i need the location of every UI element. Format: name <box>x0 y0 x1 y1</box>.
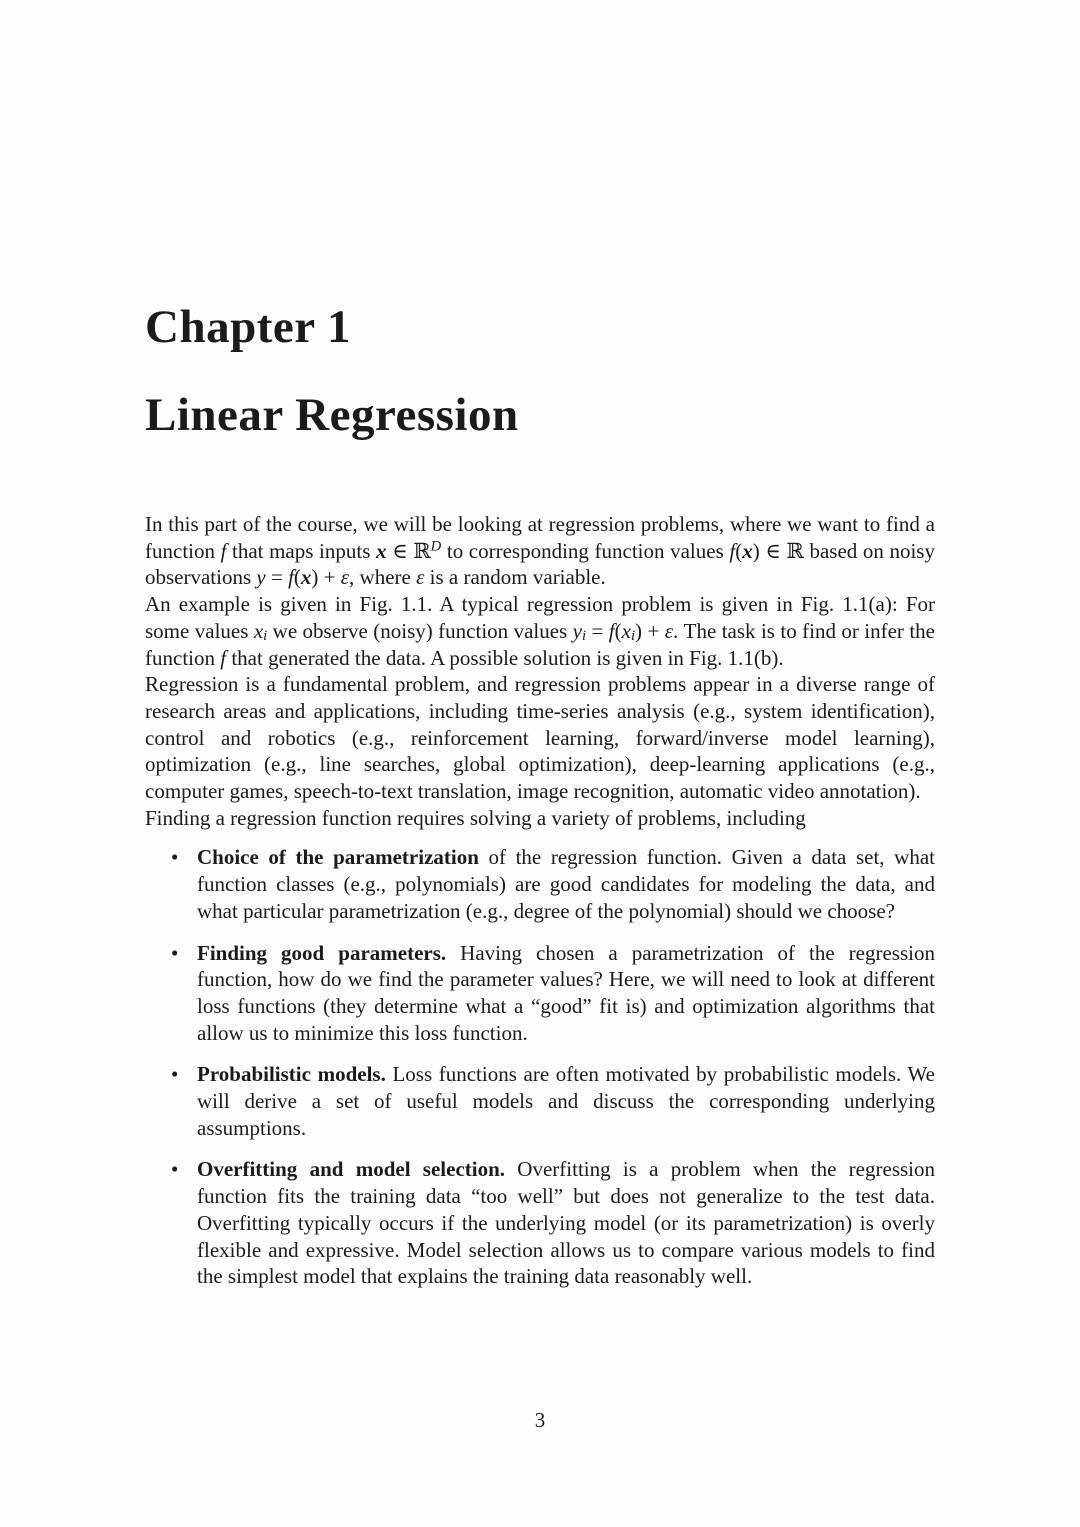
list-item <box>145 1061 935 1141</box>
bullet-icon: • <box>171 940 179 965</box>
paragraph-example: An example is given in Fig. 1.1. A typical regression problem is given in Fig. 1.1(a): For some values xi we observe (noisy) function values yi = f(xi) + ε. The task is to find or infer the function f that generated the data. A possible solution is given in Fig. 1.1(b). <box>145 592 936 670</box>
list-item-text: Finding good parameters. Having chosen a parametrization of the regression function, how do we find the parameter values? Here, we will need to look at different loss functions (they determine what a “good” fit is) and optimization algorithms that allow us to minimize this loss function. <box>197 940 935 1045</box>
page-title: Linear Regression <box>145 389 519 441</box>
bullet-icon: • <box>171 845 179 870</box>
paragraph-applications: Regression is a fundamental problem, and regression problems appear in a diverse range of research areas and applications, including time-series analysis (e.g., system identification), control and robotics (e.g., reinforcement learning, forward/inverse model learning), optimization (e.g., line searches, global optimization), deep-learning applications (e.g., computer games, speech-to-text translation, image recognition, automatic video annotation). <box>145 672 935 804</box>
page-number: 3 <box>534 1408 546 1432</box>
list-item <box>145 844 935 924</box>
body-text <box>145 511 935 1305</box>
list-item-text: Probabilistic models. Loss functions are often motivated by probabilistic models. We will derive a set of useful models and discuss the corresponding underlying assumptions. <box>197 1062 936 1140</box>
paragraph-intro: In this part of the course, we will be looking at regression problems, where we want to find a function f that maps inputs x ∈ ℝ$^D$ to corresponding function values f(x) ∈ ℝ based on noisy observations y = f(x) + ε, where ε is a random variable. <box>145 512 935 590</box>
bullet-icon: • <box>171 1062 179 1087</box>
list-item <box>145 940 935 1047</box>
problem-list <box>145 844 935 1290</box>
list-item-text: Overfitting and model selection. Overfitting is a problem when the regression function fits the training data “too well” but does not generalize to the test data. Overfitting typically occurs if the underlying model (or its parametrization) is overly flexible and expressive. Model selection allows us to compare various models to find the simplest model that explains the training data reasonably well. <box>197 1157 935 1289</box>
list-item <box>145 1156 935 1290</box>
paragraph-list-lead-in: Finding a regression function requires solving a variety of problems, including <box>145 805 806 830</box>
list-item-text: Choice of the parametrization of the regression function. Given a data set, what function classes (e.g., polynomials) are good candidates for modeling the data, and what particular parametrization (e.g., degree of the polynomial) should we choose? <box>197 845 935 923</box>
bullet-icon: • <box>171 1157 179 1182</box>
chapter-heading: Chapter 1 <box>145 301 351 353</box>
